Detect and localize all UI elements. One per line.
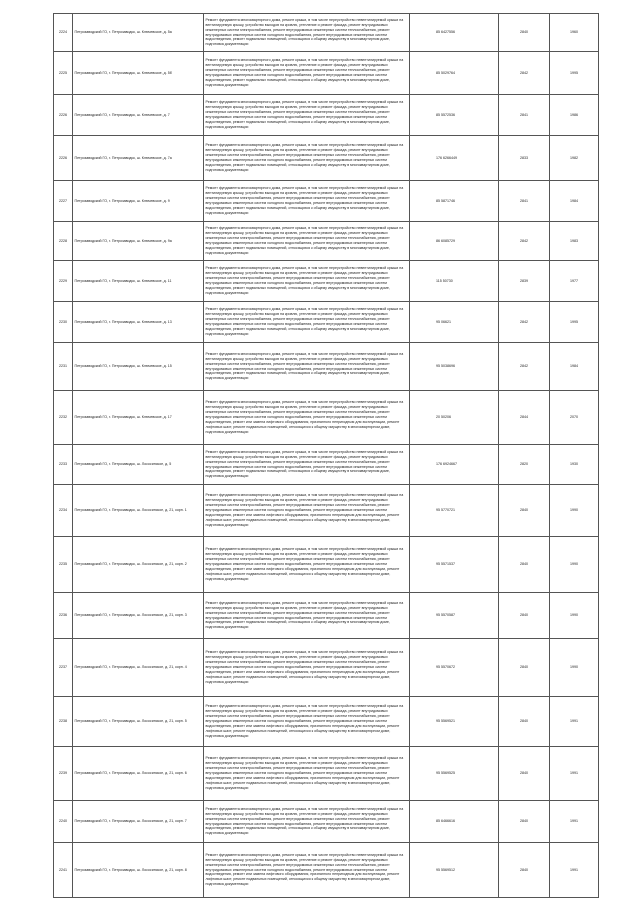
- build-year-cell: 1930: [550, 445, 599, 485]
- work-description-cell: Ремонт фундамента многоквартирного дома, ремонт крыши, в том числе переустройство невентилируемой крыши на вентилируемую крышу, устройство выходов на кровлю, утепление и ремонт фасада, ремонт внутридомовых инженерных систем электроснабжения, ремонт внутридомовых инженерных систем теплоснабжения, ремонт внутридомовых инженерных систем холодного водоснабжения, ремонт внутридомовых инженерных систем водоотведения, ремонт подвальных помещений, относящихся к общему имуществу в многоквартирном доме, подготовка документации: [204, 95, 410, 136]
- row-number: 2237: [54, 639, 73, 697]
- cost-cell: 85 6427556: [410, 14, 499, 52]
- work-description-cell: Ремонт фундамента многоквартирного дома, ремонт крыши, в том числе переустройство невентилируемой крыши на вентилируемую крышу, устройство выходов на кровлю, утепление и ремонт фасада, ремонт внутридомовых инженерных систем электроснабжения, ремонт внутридомовых инженерных систем теплоснабжения, ремонт внутридомовых инженерных систем холодного водоснабжения, ремонт внутридомовых инженерных систем водоотведения, ремонт подвальных помещений, относящихся к общему имуществу в многоквартирном доме, подготовка документации: [204, 14, 410, 52]
- build-year-cell: 1995: [550, 52, 599, 95]
- cost-cell: 95 5770721: [410, 485, 499, 537]
- planned-year-cell: 2840: [499, 537, 550, 593]
- planned-year-cell: 2840: [499, 14, 550, 52]
- cost-cell: 85 5572536: [410, 95, 499, 136]
- row-number: 2225: [54, 52, 73, 95]
- cost-cell: 20 50206: [410, 391, 499, 445]
- row-number: 2232: [54, 391, 73, 445]
- table-row: [54, 747, 599, 801]
- planned-year-cell: 2840: [499, 801, 550, 843]
- build-year-cell: 1990: [550, 639, 599, 697]
- cost-cell: 85 5871746: [410, 181, 499, 222]
- address-cell: Петрозаводский ГО, г. Петрозаводск, ш. Ключевское, д. 13: [73, 302, 204, 343]
- work-description-cell: Ремонт фундамента многоквартирного дома, ремонт крыши, в том числе переустройство невентилируемой крыши на вентилируемую крышу, устройство выходов на кровлю, утепление и ремонт фасада, ремонт внутридомовых инженерных систем электроснабжения, ремонт внутридомовых инженерных систем теплоснабжения, ремонт внутридомовых инженерных систем холодного водоснабжения, ремонт внутридомовых инженерных систем водоотведения, ремонт подвальных помещений, относящихся к общему имуществу в многоквартирном доме, подготовка документации: [204, 302, 410, 343]
- build-year-cell: 1983: [550, 222, 599, 261]
- build-year-cell: 1984: [550, 343, 599, 391]
- work-description-cell: Ремонт фундамента многоквартирного дома, ремонт крыши, в том числе переустройство невентилируемой крыши на вентилируемую крышу, устройство выходов на кровлю, утепление и ремонт фасада, ремонт внутридомовых инженерных систем электроснабжения, ремонт внутридомовых инженерных систем теплоснабжения, ремонт внутридомовых инженерных систем холодного водоснабжения, ремонт внутридомовых инженерных систем водоотведения, ремонт подвальных помещений, относящихся к общему имуществу в многоквартирном доме, подготовка документации: [204, 261, 410, 302]
- build-year-cell: 1984: [550, 181, 599, 222]
- planned-year-cell: 2840: [499, 843, 550, 898]
- address-cell: Петрозаводский ГО, г. Петрозаводск, ш. Ключевское, д. 7: [73, 95, 204, 136]
- table-row: [54, 485, 599, 537]
- row-number: 2234: [54, 485, 73, 537]
- address-cell: Петрозаводский ГО, г. Петрозаводск, ш. Лососинское, д. 21, корп. 2: [73, 537, 204, 593]
- build-year-cell: 1977: [550, 261, 599, 302]
- row-number: 2226: [54, 95, 73, 136]
- row-number: 2229: [54, 261, 73, 302]
- address-cell: Петрозаводский ГО, г. Петрозаводск, ш. Лососинское, д. 21, корп. 4: [73, 639, 204, 697]
- table-row: [54, 181, 599, 222]
- row-number: 2228: [54, 222, 73, 261]
- address-cell: Петрозаводский ГО, г. Петрозаводск, ш. Ключевское, д. 9а: [73, 222, 204, 261]
- address-cell: Петрозаводский ГО, г. Петрозаводск, ш. Лососинское, д. 21, корп. 5: [73, 697, 204, 747]
- work-description-cell: Ремонт фундамента многоквартирного дома, ремонт крыши, в том числе переустройство невентилируемой крыши на вентилируемую крышу, устройство выходов на кровлю, утепление и ремонт фасада, ремонт внутридомовых инженерных систем электроснабжения, ремонт внутридомовых инженерных систем теплоснабжения, ремонт внутридомовых инженерных систем холодного водоснабжения, ремонт внутридомовых инженерных систем водоотведения, ремонт или замена лифтового оборудования, признанного непригодным для эксплуатации, ремонт лифтовых шахт, ремонт подвальных помещений, относящихся к общему имуществу в многоквартирном доме, подготовка документации: [204, 391, 410, 445]
- address-cell: Петрозаводский ГО, г. Петрозаводск, ш. Ключевское, д. 17: [73, 391, 204, 445]
- cost-cell: 95 5570587: [410, 593, 499, 639]
- row-number: 2226: [54, 136, 73, 181]
- address-cell: Петрозаводский ГО, г. Петрозаводск, ш. Лососинское, д. 21, корп. 8: [73, 843, 204, 898]
- work-description-cell: Ремонт фундамента многоквартирного дома, ремонт крыши, в том числе переустройство невентилируемой крыши на вентилируемую крышу, устройство выходов на кровлю, утепление и ремонт фасада, ремонт внутридомовых инженерных систем электроснабжения, ремонт внутридомовых инженерных систем теплоснабжения, ремонт внутридомовых инженерных систем холодного водоснабжения, ремонт внутридомовых инженерных систем водоотведения, ремонт подвальных помещений, относящихся к общему имуществу в многоквартирном доме, подготовка документации: [204, 181, 410, 222]
- row-number: 2224: [54, 14, 73, 52]
- table-row: [54, 261, 599, 302]
- address-cell: Петрозаводский ГО, г. Петрозаводск, ш. Лососинское, д. 21, корп. 3: [73, 593, 204, 639]
- cost-cell: 115 50730: [410, 261, 499, 302]
- address-cell: Петрозаводский ГО, г. Петрозаводск, ш. Лососинское, д. 21, корп. 6: [73, 747, 204, 801]
- address-cell: Петрозаводский ГО, г. Петрозаводск, ш. Ключевское, д. 11: [73, 261, 204, 302]
- planned-year-cell: 2841: [499, 181, 550, 222]
- address-cell: Петрозаводский ГО, г. Петрозаводск, ш. Ключевское, д. 7а: [73, 136, 204, 181]
- build-year-cell: 2070: [550, 391, 599, 445]
- address-cell: Петрозаводский ГО, г. Петрозаводск, ш. Ключевское, д. 5б: [73, 52, 204, 95]
- document-page: [53, 13, 598, 898]
- cost-cell: 85 6466616: [410, 801, 499, 843]
- planned-year-cell: 2840: [499, 639, 550, 697]
- cost-cell: 95 06621: [410, 302, 499, 343]
- table-row: [54, 593, 599, 639]
- row-number: 2240: [54, 801, 73, 843]
- row-number: 2231: [54, 343, 73, 391]
- planned-year-cell: 2833: [499, 136, 550, 181]
- build-year-cell: 1991: [550, 801, 599, 843]
- planned-year-cell: 2844: [499, 391, 550, 445]
- table-row: [54, 302, 599, 343]
- cost-cell: 95 5569512: [410, 843, 499, 898]
- table-row: [54, 95, 599, 136]
- cost-cell: 95 5570672: [410, 639, 499, 697]
- address-cell: Петрозаводский ГО, г. Петрозаводск, ш. Лососинское, д. 5: [73, 445, 204, 485]
- cost-cell: 95 5038696: [410, 343, 499, 391]
- address-cell: Петрозаводский ГО, г. Петрозаводск, ш. Лососинское, д. 21, корп. 1: [73, 485, 204, 537]
- work-description-cell: Ремонт фундамента многоквартирного дома, ремонт крыши, в том числе переустройство невентилируемой крыши на вентилируемую крышу, устройство выходов на кровлю, утепление и ремонт фасада, ремонт внутридомовых инженерных систем электроснабжения, ремонт внутридомовых инженерных систем теплоснабжения, ремонт внутридомовых инженерных систем холодного водоснабжения, ремонт внутридомовых инженерных систем водоотведения, ремонт подвальных помещений, относящихся к общему имуществу в многоквартирном доме, подготовка документации: [204, 593, 410, 639]
- build-year-cell: 1991: [550, 697, 599, 747]
- build-year-cell: 1960: [550, 14, 599, 52]
- row-number: 2241: [54, 843, 73, 898]
- build-year-cell: 1990: [550, 485, 599, 537]
- planned-year-cell: 2820: [499, 445, 550, 485]
- work-description-cell: Ремонт фундамента многоквартирного дома, ремонт крыши, в том числе переустройство невентилируемой крыши на вентилируемую крышу, устройство выходов на кровлю, утепление и ремонт фасада, ремонт внутридомовых инженерных систем электроснабжения, ремонт внутридомовых инженерных систем теплоснабжения, ремонт внутридомовых инженерных систем холодного водоснабжения, ремонт внутридомовых инженерных систем водоотведения, ремонт или замена лифтового оборудования, признанного непригодным для эксплуатации, ремонт лифтовых шахт, ремонт подвальных помещений, относящихся к общему имуществу в многоквартирном доме, подготовка документации: [204, 697, 410, 747]
- row-number: 2235: [54, 537, 73, 593]
- planned-year-cell: 2840: [499, 697, 550, 747]
- work-description-cell: Ремонт фундамента многоквартирного дома, ремонт крыши, в том числе переустройство невентилируемой крыши на вентилируемую крышу, устройство выходов на кровлю, утепление и ремонт фасада, ремонт внутридомовых инженерных систем электроснабжения, ремонт внутридомовых инженерных систем теплоснабжения, ремонт внутридомовых инженерных систем холодного водоснабжения, ремонт внутридомовых инженерных систем водоотведения, ремонт подвальных помещений, относящихся к общему имуществу в многоквартирном доме, подготовка документации: [204, 52, 410, 95]
- work-description-cell: Ремонт фундамента многоквартирного дома, ремонт крыши, в том числе переустройство невентилируемой крыши на вентилируемую крышу, устройство выходов на кровлю, утепление и ремонт фасада, ремонт внутридомовых инженерных систем электроснабжения, ремонт внутридомовых инженерных систем теплоснабжения, ремонт внутридомовых инженерных систем холодного водоснабжения, ремонт внутридомовых инженерных систем водоотведения, ремонт подвальных помещений, относящихся к общему имуществу в многоквартирном доме, подготовка документации: [204, 445, 410, 485]
- table-row: [54, 222, 599, 261]
- work-description-cell: Ремонт фундамента многоквартирного дома, ремонт крыши, в том числе переустройство невентилируемой крыши на вентилируемую крышу, устройство выходов на кровлю, утепление и ремонт фасада, ремонт внутридомовых инженерных систем электроснабжения, ремонт внутридомовых инженерных систем теплоснабжения, ремонт внутридомовых инженерных систем холодного водоснабжения, ремонт внутридомовых инженерных систем водоотведения, ремонт подвальных помещений, относящихся к общему имуществу в многоквартирном доме, подготовка документации: [204, 136, 410, 181]
- build-year-cell: 1990: [550, 537, 599, 593]
- work-description-cell: Ремонт фундамента многоквартирного дома, ремонт крыши, в том числе переустройство невентилируемой крыши на вентилируемую крышу, устройство выходов на кровлю, утепление и ремонт фасада, ремонт внутридомовых инженерных систем электроснабжения, ремонт внутридомовых инженерных систем теплоснабжения, ремонт внутридомовых инженерных систем холодного водоснабжения, ремонт внутридомовых инженерных систем водоотведения, ремонт подвальных помещений, относящихся к общему имуществу в многоквартирном доме, подготовка документации: [204, 222, 410, 261]
- cost-cell: 85 5029764: [410, 52, 499, 95]
- address-cell: Петрозаводский ГО, г. Петрозаводск, ш. Ключевское, д. 15: [73, 343, 204, 391]
- cost-cell: 95 5569525: [410, 747, 499, 801]
- work-description-cell: Ремонт фундамента многоквартирного дома, ремонт крыши, в том числе переустройство невентилируемой крыши на вентилируемую крышу, устройство выходов на кровлю, утепление и ремонт фасада, ремонт внутридомовых инженерных систем электроснабжения, ремонт внутридомовых инженерных систем теплоснабжения, ремонт внутридомовых инженерных систем холодного водоснабжения, ремонт внутридомовых инженерных систем водоотведения, ремонт или замена лифтового оборудования, признанного непригодным для эксплуатации, ремонт лифтовых шахт, ремонт подвальных помещений, относящихся к общему имуществу в многоквартирном доме, подготовка документации: [204, 639, 410, 697]
- cost-cell: 176 6266449: [410, 136, 499, 181]
- planned-year-cell: 2842: [499, 52, 550, 95]
- row-number: 2236: [54, 593, 73, 639]
- table-row: [54, 843, 599, 898]
- table-row: [54, 445, 599, 485]
- planned-year-cell: 2840: [499, 747, 550, 801]
- work-description-cell: Ремонт фундамента многоквартирного дома, ремонт крыши, в том числе переустройство невентилируемой крыши на вентилируемую крышу, устройство выходов на кровлю, утепление и ремонт фасада, ремонт внутридомовых инженерных систем электроснабжения, ремонт внутридомовых инженерных систем теплоснабжения, ремонт внутридомовых инженерных систем холодного водоснабжения, ремонт внутридомовых инженерных систем водоотведения, ремонт или замена лифтового оборудования, признанного непригодным для эксплуатации, ремонт лифтовых шахт, ремонт подвальных помещений, относящихся к общему имуществу в многоквартирном доме, подготовка документации: [204, 843, 410, 898]
- row-number: 2238: [54, 697, 73, 747]
- planned-year-cell: 2839: [499, 261, 550, 302]
- planned-year-cell: 2841: [499, 95, 550, 136]
- table-row: [54, 801, 599, 843]
- cost-cell: 95 5571537: [410, 537, 499, 593]
- row-number: 2233: [54, 445, 73, 485]
- build-year-cell: 1986: [550, 95, 599, 136]
- planned-year-cell: 2842: [499, 302, 550, 343]
- build-year-cell: 1990: [550, 593, 599, 639]
- build-year-cell: 1991: [550, 843, 599, 898]
- work-description-cell: Ремонт фундамента многоквартирного дома, ремонт крыши, в том числе переустройство невентилируемой крыши на вентилируемую крышу, устройство выходов на кровлю, утепление и ремонт фасада, ремонт внутридомовых инженерных систем электроснабжения, ремонт внутридомовых инженерных систем теплоснабжения, ремонт внутридомовых инженерных систем холодного водоснабжения, ремонт внутридомовых инженерных систем водоотведения, ремонт подвальных помещений, относящихся к общему имуществу в многоквартирном доме, подготовка документации: [204, 343, 410, 391]
- table-body: [54, 14, 599, 898]
- cost-cell: 86 6085729: [410, 222, 499, 261]
- table-row: [54, 52, 599, 95]
- table-row: [54, 697, 599, 747]
- table-row: [54, 343, 599, 391]
- cost-cell: 95 5569521: [410, 697, 499, 747]
- address-cell: Петрозаводский ГО, г. Петрозаводск, ш. Ключевское, д. 5а: [73, 14, 204, 52]
- work-description-cell: Ремонт фундамента многоквартирного дома, ремонт крыши, в том числе переустройство невентилируемой крыши на вентилируемую крышу, устройство выходов на кровлю, утепление и ремонт фасада, ремонт внутридомовых инженерных систем электроснабжения, ремонт внутридомовых инженерных систем теплоснабжения, ремонт внутридомовых инженерных систем холодного водоснабжения, ремонт внутридомовых инженерных систем водоотведения, ремонт или замена лифтового оборудования, признанного непригодным для эксплуатации, ремонт лифтовых шахт, ремонт подвальных помещений, относящихся к общему имуществу в многоквартирном доме, подготовка документации: [204, 485, 410, 537]
- table-row: [54, 391, 599, 445]
- planned-year-cell: 2842: [499, 343, 550, 391]
- cost-cell: 176 6924667: [410, 445, 499, 485]
- planned-year-cell: 2842: [499, 222, 550, 261]
- table-row: [54, 639, 599, 697]
- build-year-cell: 1991: [550, 747, 599, 801]
- work-description-cell: Ремонт фундамента многоквартирного дома, ремонт крыши, в том числе переустройство невентилируемой крыши на вентилируемую крышу, устройство выходов на кровлю, утепление и ремонт фасада, ремонт внутридомовых инженерных систем электроснабжения, ремонт внутридомовых инженерных систем теплоснабжения, ремонт внутридомовых инженерных систем холодного водоснабжения, ремонт внутридомовых инженерных систем водоотведения, ремонт подвальных помещений, относящихся к общему имуществу в многоквартирном доме, подготовка документации: [204, 801, 410, 843]
- planned-year-cell: 2840: [499, 485, 550, 537]
- table-row: [54, 136, 599, 181]
- table-row: [54, 14, 599, 52]
- work-description-cell: Ремонт фундамента многоквартирного дома, ремонт крыши, в том числе переустройство невентилируемой крыши на вентилируемую крышу, устройство выходов на кровлю, утепление и ремонт фасада, ремонт внутридомовых инженерных систем электроснабжения, ремонт внутридомовых инженерных систем теплоснабжения, ремонт внутридомовых инженерных систем холодного водоснабжения, ремонт внутридомовых инженерных систем водоотведения, ремонт или замена лифтового оборудования, признанного непригодным для эксплуатации, ремонт лифтовых шахт, ремонт подвальных помещений, относящихся к общему имуществу в многоквартирном доме, подготовка документации: [204, 747, 410, 801]
- planned-year-cell: 2840: [499, 593, 550, 639]
- row-number: 2227: [54, 181, 73, 222]
- address-cell: Петрозаводский ГО, г. Петрозаводск, ш. Лососинское, д. 21, корп. 7: [73, 801, 204, 843]
- work-description-cell: Ремонт фундамента многоквартирного дома, ремонт крыши, в том числе переустройство невентилируемой крыши на вентилируемую крышу, устройство выходов на кровлю, утепление и ремонт фасада, ремонт внутридомовых инженерных систем электроснабжения, ремонт внутридомовых инженерных систем теплоснабжения, ремонт внутридомовых инженерных систем холодного водоснабжения, ремонт внутридомовых инженерных систем водоотведения, ремонт или замена лифтового оборудования, признанного непригодным для эксплуатации, ремонт лифтовых шахт, ремонт подвальных помещений, относящихся к общему имуществу в многоквартирном доме, подготовка документации: [204, 537, 410, 593]
- row-number: 2239: [54, 747, 73, 801]
- build-year-cell: 1982: [550, 136, 599, 181]
- row-number: 2230: [54, 302, 73, 343]
- capital-repair-table: [53, 13, 599, 898]
- address-cell: Петрозаводский ГО, г. Петрозаводск, ш. Ключевское, д. 9: [73, 181, 204, 222]
- table-row: [54, 537, 599, 593]
- build-year-cell: 1995: [550, 302, 599, 343]
